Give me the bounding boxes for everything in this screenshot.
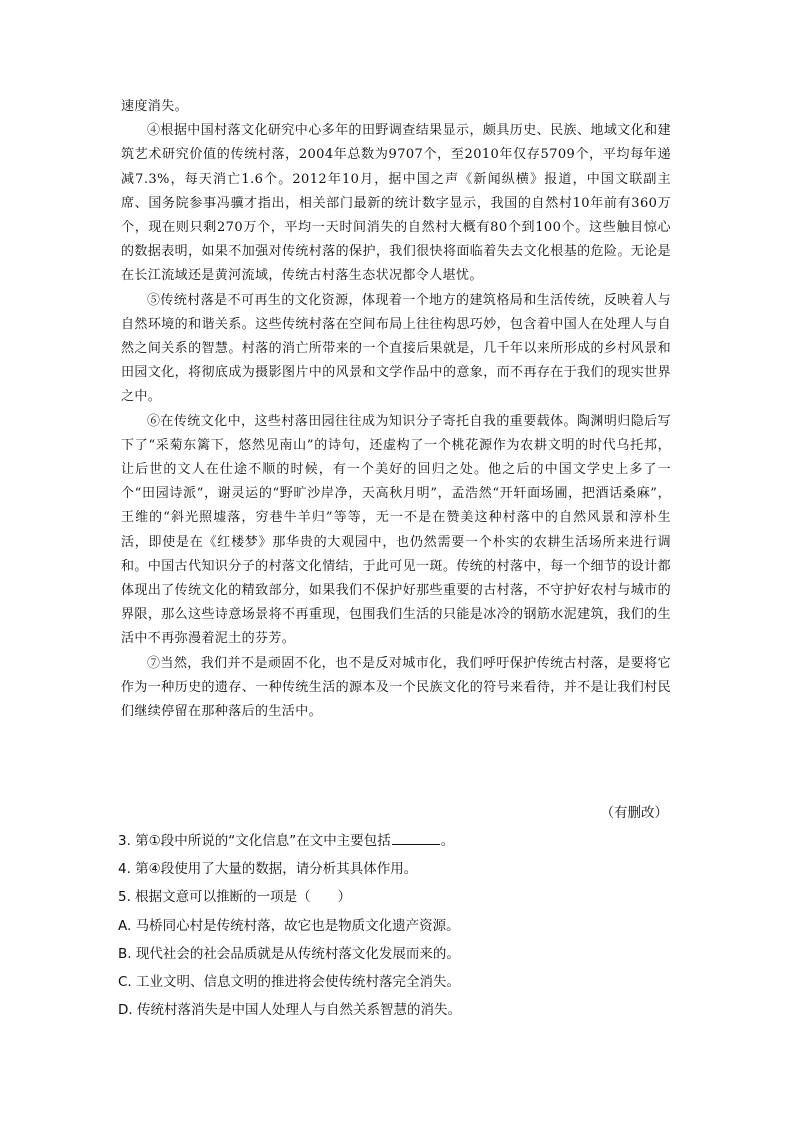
question-3-text: 3. 第①段中所说的“文化信息”在文中主要包括 <box>118 833 391 849</box>
option-b: B. 现代社会的社会品质就是从传统村落文化发展而来的。 <box>118 945 460 962</box>
option-d: D. 传统村落消失是中国人处理人与自然关系智慧的消失。 <box>118 1002 461 1019</box>
question-3-end: 。 <box>440 833 455 849</box>
source-note: （有删改） <box>600 805 668 821</box>
question-4: 4. 第④段使用了大量的数据，请分析其具体作用。 <box>118 861 418 878</box>
question-list <box>118 827 678 1024</box>
paragraph-7: ⑦当然，我们并不是顽固不化，也不是反对城市化，我们呼吁保护传统古村落，是要将它作为一种历史的遗存、一种传统生活的源本及一个民族文化的符号来看待，并不是让我们村民们继续停留在那种落后的生活中。 <box>121 655 671 720</box>
paragraph-5: ⑤传统村落是不可再生的文化资源，体现着一个地方的建筑格局和生活传统，反映着人与自然环境的和谐关系。这些传统村落在空间布局上往往构思巧妙，包含着中国人在处理人与自然之间关系的智慧。村落的消亡所带来的一个直接后果就是，几千年以来所形成的乡村风景和田园文化，将彻底成为摄影图片中的风景和文学作品中的意象，而不再存在于我们的现实世界之中。 <box>121 292 671 405</box>
reading-passage <box>121 95 671 724</box>
option-c: C. 工业文明、信息文明的推进将会使传统村落完全消失。 <box>118 974 461 991</box>
answer-blank[interactable] <box>392 832 440 845</box>
option-a: A. 马桥同心村是传统村落，故它也是物质文化遗产资源。 <box>118 917 460 934</box>
paragraph-4: ④根据中国村落文化研究中心多年的田野调查结果显示，颇具历史、民族、地域文化和建筑艺术研究价值的传统村落，2004年总数为9707个，至2010年仅存5709个，平均每年递减7.3%，每天消亡1.6个。2012年10月，据中国之声《新闻纵横》报道，中国文联副主席、国务院参事冯骥才指出，相关部门最新的统计数字显示，我国的自然村10年前有360万个，现在则只剩270万个，平均一天时间消失的自然村大概有80个到100个。这些触目惊心的数据表明，如果不加强对传统村落的保护，我们很快将面临着失去文化根基的危险。无论是在长江流域还是黄河流域，传统古村落生态状况都令人堪忧。 <box>121 123 671 284</box>
question-5: 5. 根据文意可以推断的一项是（ ） <box>118 889 352 906</box>
paragraph-3-continuation: 速度消失。 <box>121 99 189 114</box>
paragraph-6: ⑥在传统文化中，这些村落田园往往成为知识分子寄托自我的重要载体。陶渊明归隐后写下了“采菊东篱下，悠然见南山”的诗句，还虚构了一个桃花源作为农耕文明的时代乌托邦，让后世的文人在仕途不顺的时候，有一个美好的回归之处。他之后的中国文学史上多了一个“田园诗派”，谢灵运的“野旷沙岸净，天高秋月明”，孟浩然“开轩面场圃，把酒话桑麻”，王维的“斜光照墟落，穷巷牛羊归”等等，无一不是在赞美这种村落中的自然风景和淳朴生活，即使是在《红楼梦》那华贵的大观园中，也仍然需要一个朴实的农耕生活场所来进行调和。中国古代知识分子的村落文化情结，于此可见一斑。传统的村落中，每一个细节的设计都体现出了传统文化的精致部分，如果我们不保护好那些重要的古村落，不守护好农村与城市的界限，那么这些诗意场景将不再重现，包围我们生活的只能是冰冷的钢筋水泥建筑，我们的生活中不再弥漫着泥土的芬芳。 <box>121 413 671 647</box>
question-3 <box>118 827 678 855</box>
